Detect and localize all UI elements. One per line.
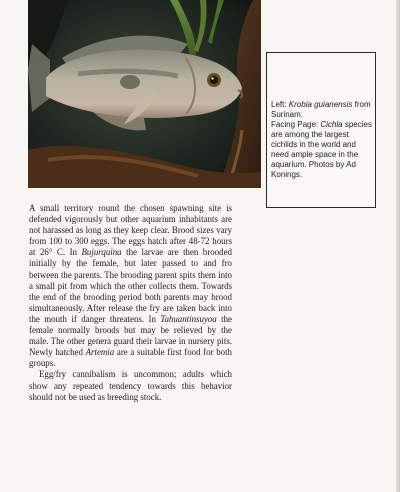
fish-photo (28, 0, 261, 188)
caption-species-name: Krobia guianensis (288, 100, 353, 109)
body-text (29, 203, 232, 403)
caption-facing (271, 120, 373, 180)
caption-genus-name: Cichla (320, 120, 343, 129)
genus-artemia: Artemia (85, 347, 115, 358)
paragraph-1-text-e: the female normally broods but may be relieved by the male. The other genera guard their larvae in nursery pits. Newly hatched (29, 313, 232, 358)
caption-left-suffix: from Surinam. (271, 100, 371, 119)
paragraph-2: Egg/fry cannibalism is uncommon; adults which show any repeated tendency towards this behavior should not be used as breeding stock. (29, 369, 232, 402)
genus-tahuantinsuyoa: Tahuantinsuyoa (160, 313, 217, 324)
caption-box (266, 52, 376, 208)
caption-facing-prefix: Facing Page: (271, 120, 321, 129)
paragraph-1 (29, 203, 232, 369)
paragraph-1-text-g: are a suitable first food for both groups. (29, 347, 232, 369)
photo-caption (271, 100, 373, 180)
paragraph-1-text-a: A small territory round the chosen spawning site is defended vigorously but other aquarium inhabitants are not harassed as long as they keep clear. Brood sizes vary from 100 to 300 eggs. The eggs hatch after 48-72 hours at 26° C. In (29, 203, 232, 258)
genus-bujurquina: Bujurquina (81, 247, 122, 258)
caption-left-prefix: Left: (271, 100, 289, 109)
page-edge (396, 0, 400, 492)
caption-facing-suffix: species are among the largest cichlids in the world and need ample space in the aquarium. Photos by Ad Konings. (271, 120, 372, 179)
paragraph-1-text-c: the larvae are then brooded initially by the female, but later passed to and fro between the parents. The brooding parent spits them into a small pit from which the other collects them. Towards the end of the brooding period both parents may brood simultaneously. After release the fry are taken back into the mouth if danger threatens. In (29, 247, 232, 324)
caption-left (271, 100, 373, 120)
